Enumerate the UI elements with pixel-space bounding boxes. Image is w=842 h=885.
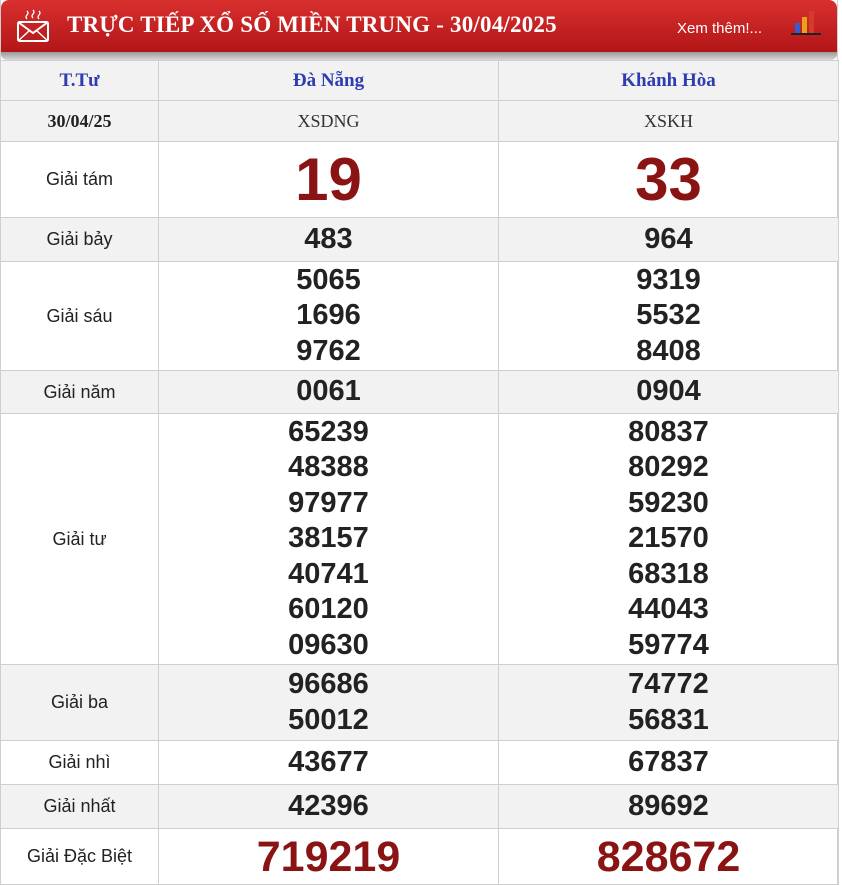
prize-row-8 bbox=[1, 142, 839, 218]
prize-result: 19 bbox=[159, 142, 499, 218]
prize-result: 483 bbox=[159, 218, 499, 262]
prize-result: 43677 bbox=[159, 741, 499, 785]
prize-row-2 bbox=[1, 741, 839, 785]
prize-label: Giải nhất bbox=[1, 785, 159, 829]
prize-result: 828672 bbox=[499, 829, 839, 885]
day-of-week: T.Tư bbox=[1, 61, 159, 101]
prize-label: Giải ba bbox=[1, 665, 159, 741]
prize-row-3 bbox=[1, 665, 839, 741]
prize-result: 719219 bbox=[159, 829, 499, 885]
prize-result: 5065 1696 9762 bbox=[159, 262, 499, 371]
prize-row-4 bbox=[1, 414, 839, 665]
mail-icon bbox=[16, 9, 50, 43]
prize-label: Giải sáu bbox=[1, 262, 159, 371]
province-header-row bbox=[1, 61, 839, 101]
page-title: TRỰC TIẾP XỔ SỐ MIỀN TRUNG - 30/04/2025 bbox=[67, 12, 557, 37]
prize-label: Giải Đặc Biệt bbox=[1, 829, 159, 885]
prize-result: 96686 50012 bbox=[159, 665, 499, 741]
results-table bbox=[0, 60, 839, 885]
draw-date: 30/04/25 bbox=[1, 101, 159, 142]
province-code: XSDNG bbox=[159, 101, 499, 142]
prize-result: 65239 48388 97977 38157 40741 60120 09630 bbox=[159, 414, 499, 665]
prize-label: Giải năm bbox=[1, 371, 159, 414]
prize-label: Giải nhì bbox=[1, 741, 159, 785]
province-name[interactable]: Khánh Hòa bbox=[499, 61, 839, 101]
prize-result: 33 bbox=[499, 142, 839, 218]
province-name[interactable]: Đà Nẵng bbox=[159, 61, 499, 101]
widget-header bbox=[1, 0, 837, 52]
prize-row-7 bbox=[1, 218, 839, 262]
prize-row-6 bbox=[1, 262, 839, 371]
prize-label: Giải tám bbox=[1, 142, 159, 218]
prize-result: 89692 bbox=[499, 785, 839, 829]
prize-result: 0904 bbox=[499, 371, 839, 414]
province-code: XSKH bbox=[499, 101, 839, 142]
prize-row-1 bbox=[1, 785, 839, 829]
prize-label: Giải tư bbox=[1, 414, 159, 665]
prize-result: 74772 56831 bbox=[499, 665, 839, 741]
prize-result: 9319 5532 8408 bbox=[499, 262, 839, 371]
prize-result: 964 bbox=[499, 218, 839, 262]
prize-result: 80837 80292 59230 21570 68318 44043 59774 bbox=[499, 414, 839, 665]
prize-row-5 bbox=[1, 371, 839, 414]
prize-label: Giải bảy bbox=[1, 218, 159, 262]
prize-row-special bbox=[1, 829, 839, 885]
prize-result: 0061 bbox=[159, 371, 499, 414]
prize-result: 67837 bbox=[499, 741, 839, 785]
date-row bbox=[1, 101, 839, 142]
header-shadow bbox=[1, 52, 837, 60]
see-more-link[interactable]: Xem thêm!... bbox=[677, 20, 763, 37]
bar-chart-icon[interactable] bbox=[789, 9, 823, 37]
prize-result: 42396 bbox=[159, 785, 499, 829]
